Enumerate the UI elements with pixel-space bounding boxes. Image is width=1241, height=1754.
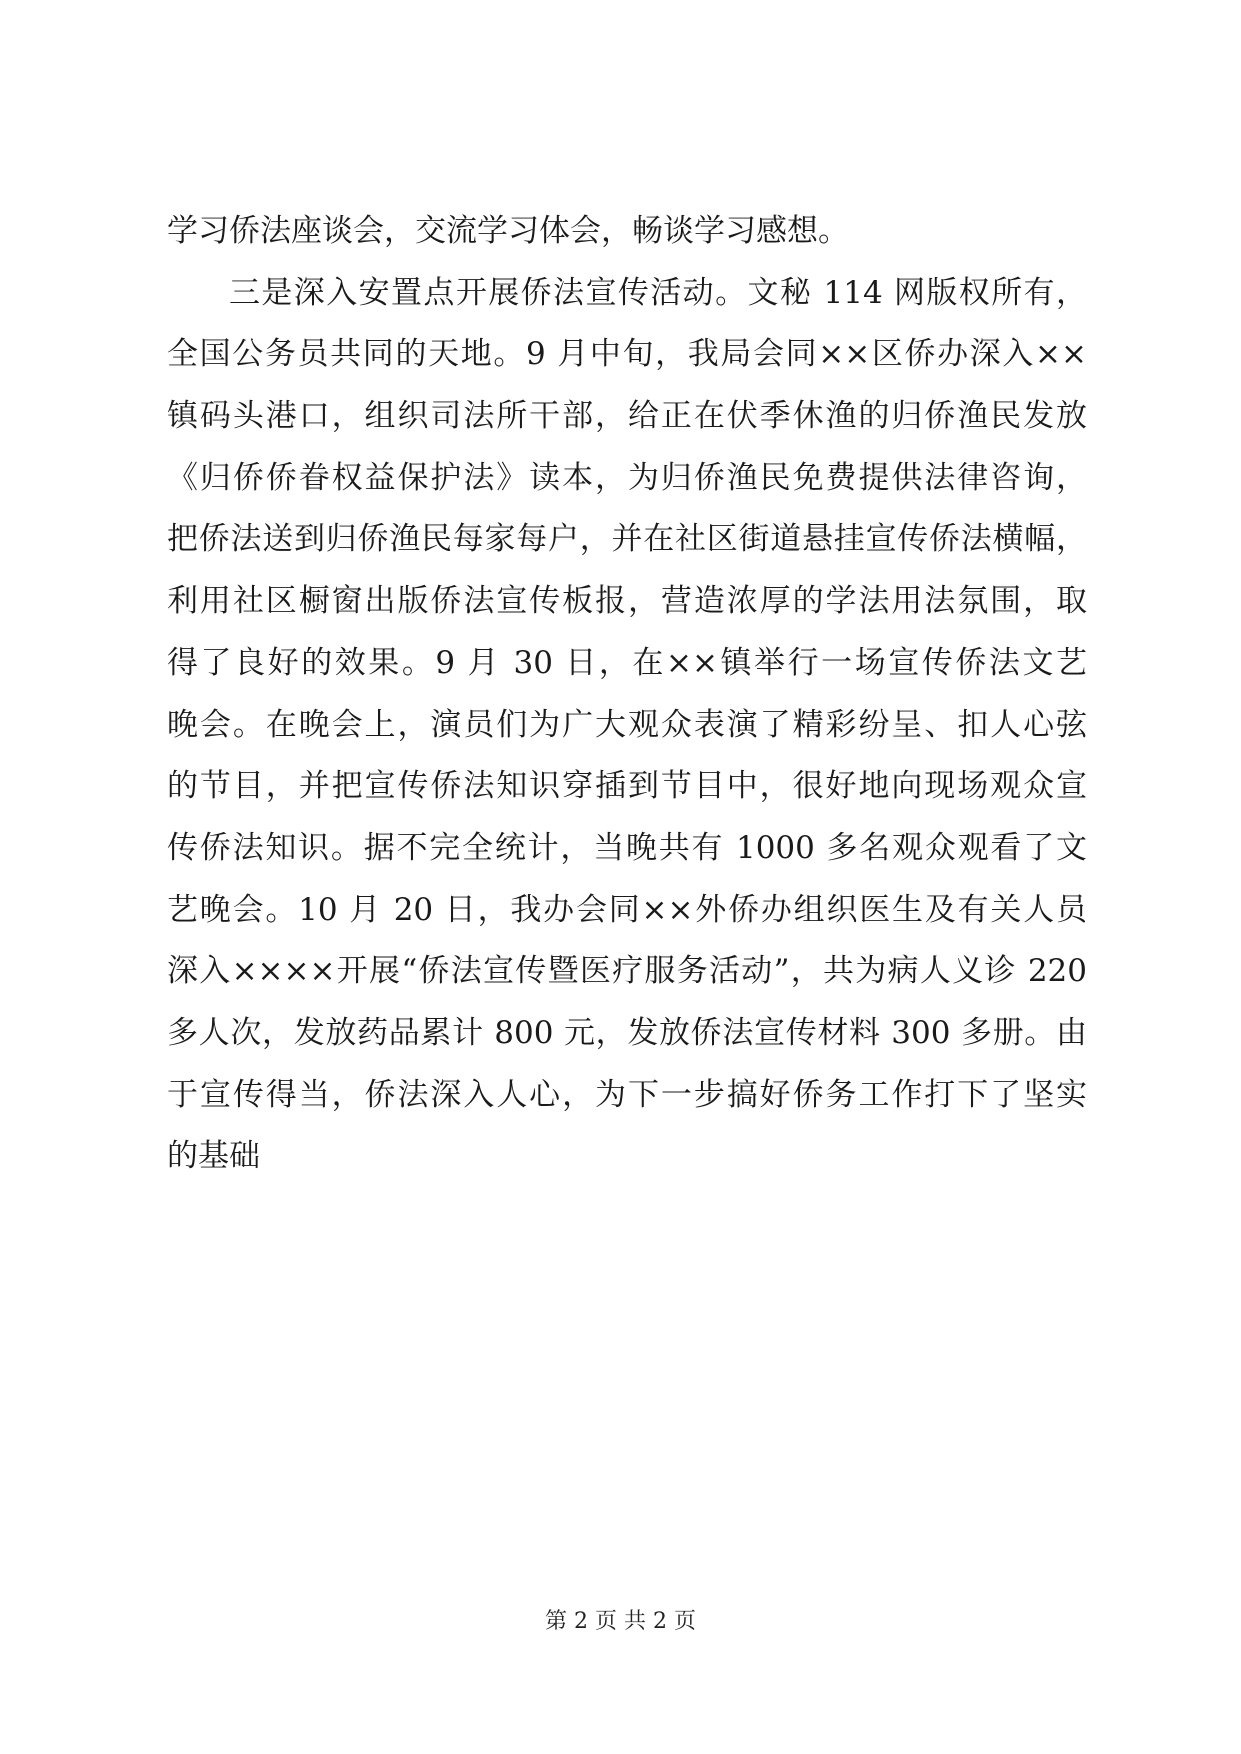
text-line-4: 镇码头港口，组织司法所干部，给正在伏季休渔的归侨渔民发放 xyxy=(167,398,1087,435)
text-line-9: 晚会。在晚会上，演员们为广大观众表演了精彩纷呈、扣人心弦 xyxy=(167,706,1087,743)
body-text xyxy=(167,201,1087,1188)
text-line-5: 《归侨侨眷权益保护法》读本，为归侨渔民免费提供法律咨询， xyxy=(167,459,1087,496)
page-number: 第 2 页 共 2 页 xyxy=(545,1609,696,1634)
text-line-2: 三是深入安置点开展侨法宣传活动。文秘 114 网版权所有， xyxy=(229,274,1087,311)
text-line-14: 多人次，发放药品累计 800 元，发放侨法宣传材料 300 多册。由 xyxy=(167,1014,1087,1051)
page-footer xyxy=(0,1607,1241,1637)
text-line-13: 深入××××开展“侨法宣传暨医疗服务活动”，共为病人义诊 220 xyxy=(167,953,1087,990)
text-line-1: 学习侨法座谈会，交流学习体会，畅谈学习感想。 xyxy=(167,213,849,249)
text-line-10: 的节目，并把宣传侨法知识穿插到节目中，很好地向现场观众宣 xyxy=(167,768,1087,805)
text-line-7: 利用社区橱窗出版侨法宣传板报，营造浓厚的学法用法氛围，取 xyxy=(167,583,1087,620)
text-line-6: 把侨法送到归侨渔民每家每户，并在社区街道悬挂宣传侨法横幅， xyxy=(167,521,1087,558)
text-line-15: 于宣传得当，侨法深入人心，为下一步搞好侨务工作打下了坚实 xyxy=(167,1076,1087,1113)
text-line-16: 的基础 xyxy=(167,1138,260,1175)
text-line-3: 全国公务员共同的天地。9 月中旬，我局会同××区侨办深入×× xyxy=(167,336,1087,373)
text-line-8: 得了良好的效果。9 月 30 日，在××镇举行一场宣传侨法文艺 xyxy=(167,644,1087,681)
text-line-11: 传侨法知识。据不完全统计，当晚共有 1000 多名观众观看了文 xyxy=(167,829,1087,866)
text-line-12: 艺晚会。10 月 20 日，我办会同××外侨办组织医生及有关人员 xyxy=(167,891,1087,928)
